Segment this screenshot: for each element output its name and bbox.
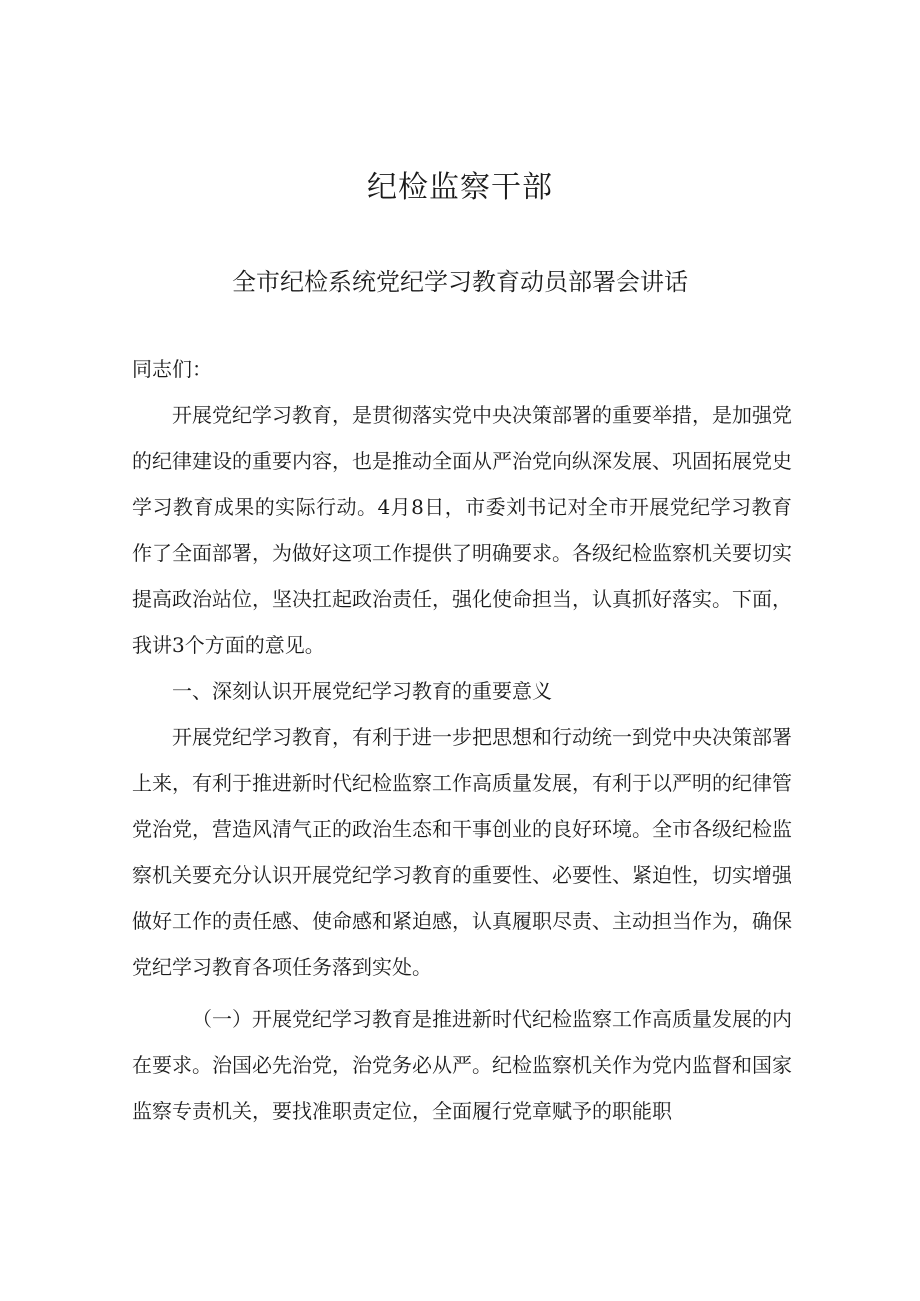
document-subtitle: 全市纪检系统党纪学习教育动员部署会讲话 bbox=[232, 268, 688, 296]
paragraph-intro: 开展党纪学习教育，是贯彻落实党中央决策部署的重要举措，是加强党的纪律建设的重要内容，也是推动全面从严治党向纵深发展、巩固拓展党史学习教育成果的实际行动。4月8日，市委刘书记对全市开展党纪学习教育作了全面部署，为做好这项工作提供了明确要求。各级纪检监察机关要切实提高政治站位，坚决扛起政治责任，强化使命担当，认真抓好落实。下面，我讲3个方面的意见。 bbox=[132, 403, 792, 657]
salutation: 同志们： bbox=[132, 357, 212, 381]
document-title: 纪检监察干部 bbox=[367, 170, 553, 205]
paragraph-significance: 开展党纪学习教育，有利于进一步把思想和行动统一到党中央决策部署上来，有利于推进新时代纪检监察工作高质量发展，有利于以严明的纪律管党治党，营造风清气正的政治生态和干事创业的良好环境。全市各级纪检监察机关要充分认识开展党纪学习教育的重要性、必要性、紧迫性，切实增强做好工作的责任感、使命感和紧迫感，认真履职尽责、主动担当作为，确保党纪学习教育各项任务落到实处。 bbox=[132, 725, 792, 979]
paragraph-subpoint-1: （一）开展党纪学习教育是推进新时代纪检监察工作高质量发展的内在要求。治国必先治党，治党务必从严。纪检监察机关作为党内监督和国家监察专责机关，要找准职责定位，全面履行党章赋予的职能职 bbox=[132, 1007, 792, 1123]
section-heading-1: 一、深刻认识开展党纪学习教育的重要意义 bbox=[172, 679, 552, 703]
document-body bbox=[132, 346, 792, 1134]
